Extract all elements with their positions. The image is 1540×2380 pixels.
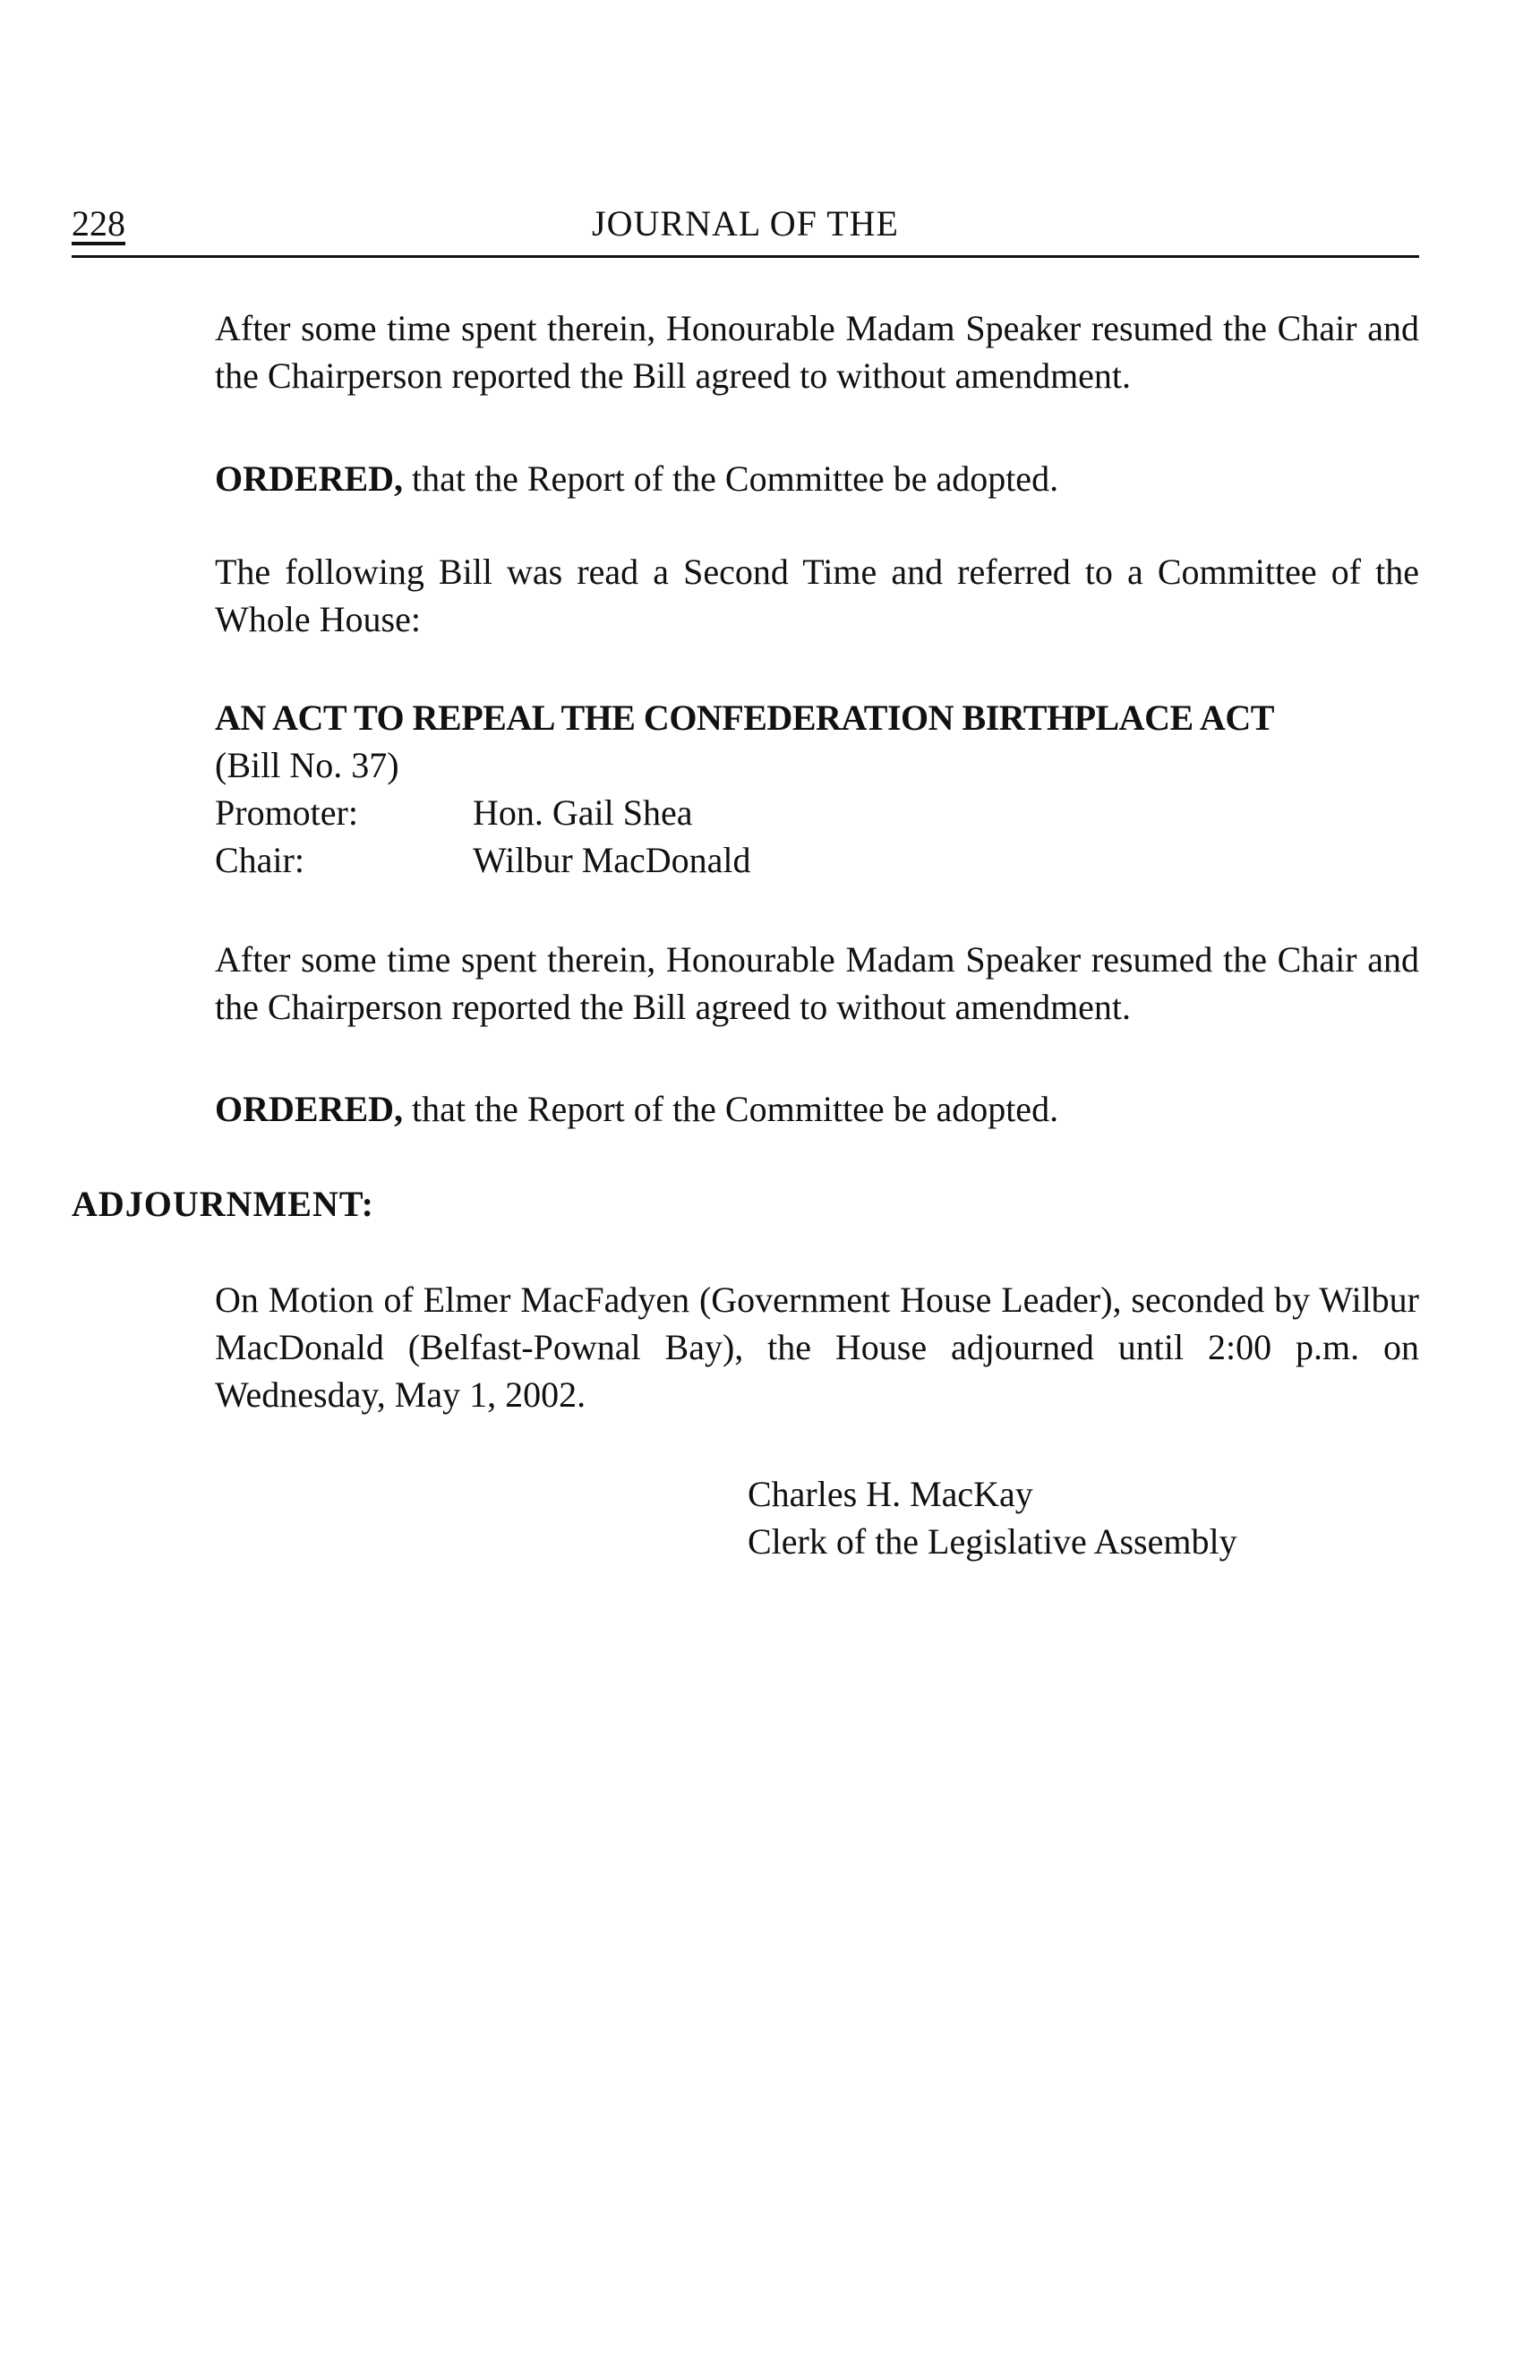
chair-label: Chair: bbox=[215, 840, 304, 880]
adjournment-heading: ADJOURNMENT: bbox=[72, 1184, 374, 1224]
adjournment-paragraph bbox=[215, 1276, 1419, 1418]
ordered-text: that the Report of the Committee be adopted. bbox=[403, 458, 1059, 499]
journal-title: JOURNAL OF THE bbox=[592, 203, 899, 244]
ordered-paragraph-2 bbox=[215, 1085, 1419, 1133]
paragraph-text: The following Bill was read a Second Time and referred to a Committee of the Whole House: bbox=[215, 552, 1419, 639]
bill-number: (Bill No. 37) bbox=[215, 745, 399, 785]
paragraph-text: After some time spent therein, Honourable Madam Speaker resumed the Chair and the Chairperson reported the Bill agreed to without amendment. bbox=[215, 308, 1419, 396]
page-number: 228 bbox=[72, 203, 125, 244]
promoter-label: Promoter: bbox=[215, 792, 358, 833]
chair-value: Wilbur MacDonald bbox=[473, 840, 751, 880]
running-head bbox=[72, 201, 1419, 258]
bill-block bbox=[215, 694, 1419, 884]
committee-report-paragraph-2 bbox=[215, 936, 1419, 1031]
ordered-label: ORDERED, bbox=[215, 1089, 404, 1129]
signatory-title: Clerk of the Legislative Assembly bbox=[748, 1521, 1237, 1562]
signatory-name: Charles H. MacKay bbox=[748, 1474, 1033, 1514]
committee-report-paragraph bbox=[215, 304, 1419, 399]
ordered-text: that the Report of the Committee be adopted. bbox=[403, 1089, 1059, 1129]
chair-row bbox=[215, 836, 1419, 884]
promoter-value: Hon. Gail Shea bbox=[473, 792, 693, 833]
bill-title: AN ACT TO REPEAL THE CONFEDERATION BIRTHPLACE ACT bbox=[215, 698, 1274, 738]
ordered-label: ORDERED, bbox=[215, 458, 404, 499]
second-reading-paragraph bbox=[215, 548, 1419, 643]
paragraph-text: After some time spent therein, Honourable Madam Speaker resumed the Chair and the Chairperson reported the Bill agreed to without amendment. bbox=[215, 939, 1419, 1027]
signature-block bbox=[748, 1470, 1237, 1565]
promoter-row bbox=[215, 789, 1419, 836]
ordered-paragraph bbox=[215, 455, 1419, 502]
paragraph-text: On Motion of Elmer MacFadyen (Government House Leader), seconded by Wilbur MacDonald (Belfast-Pownal Bay), the House adjourned until 2:00 p.m. on Wednesday, May 1, 2002. bbox=[215, 1280, 1419, 1415]
